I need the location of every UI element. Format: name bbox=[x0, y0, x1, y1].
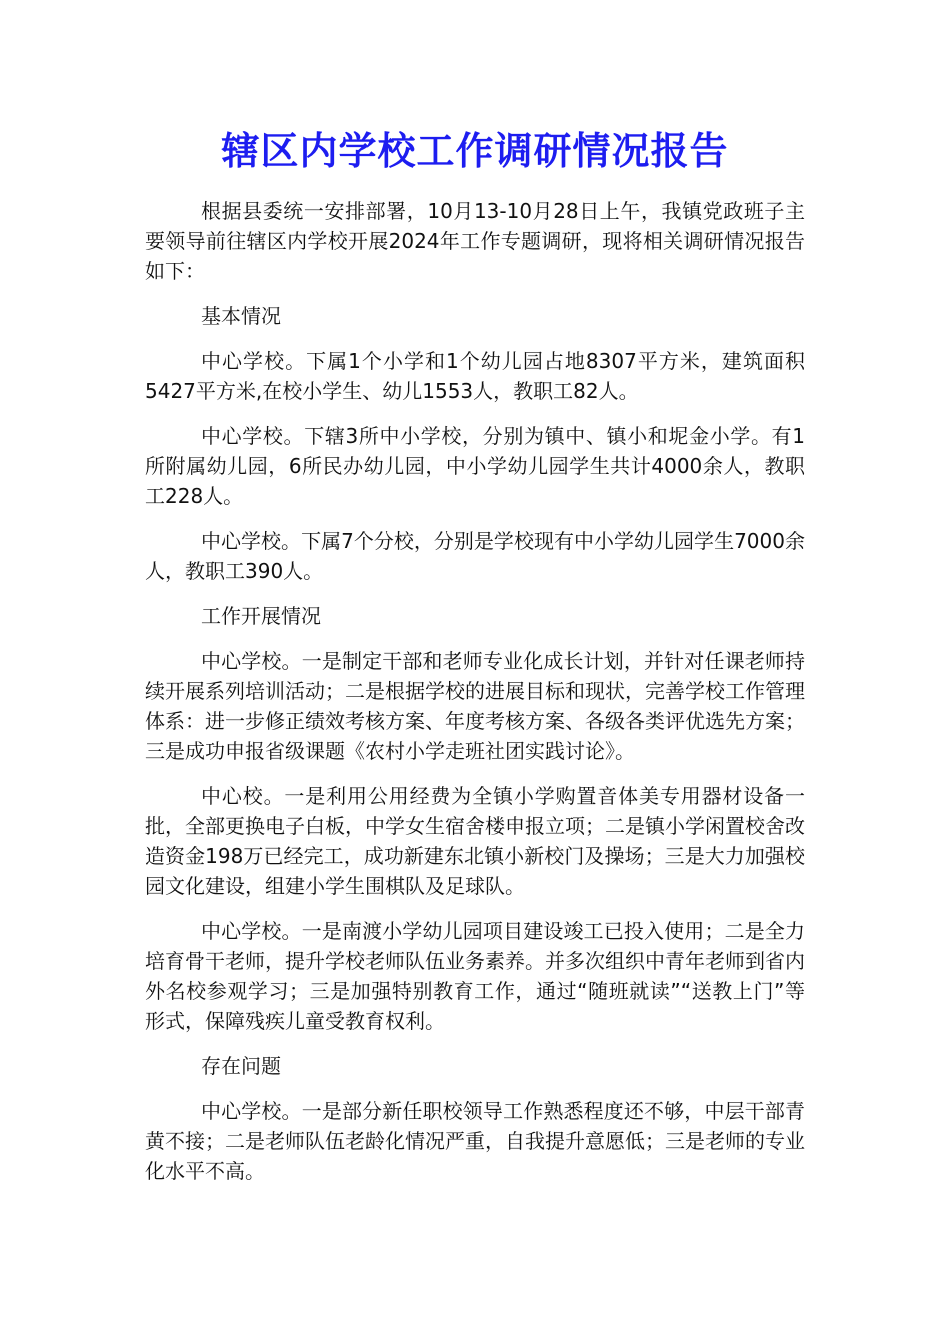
body-paragraph: 中心校。一是利用公用经费为全镇小学购置音体美专用器材设备一批，全部更换电子白板，中学女生宿舍楼申报立项；二是镇小学闲置校舍改造资金198万已经完工，成功新建东北镇小新校门及操场；三是大力加强校园文化建设，组建小学生围棋队及足球队。 bbox=[145, 784, 805, 898]
body-paragraph: 中心学校。一是制定干部和老师专业化成长计划，并针对任课老师持续开展系列培训活动；二是根据学校的进展目标和现状，完善学校工作管理体系：进一步修正绩效考核方案、年度考核方案、各级各类评优选先方案；三是成功申报省级课题《农村小学走班社团实践讨论》。 bbox=[145, 649, 805, 763]
body-paragraph: 中心学校。一是部分新任职校领导工作熟悉程度还不够，中层干部青黄不接；二是老师队伍老龄化情况严重，自我提升意愿低；三是老师的专业化水平不高。 bbox=[145, 1099, 805, 1183]
intro-paragraph: 根据县委统一安排部署，10月13-10月28日上午，我镇党政班子主要领导前往辖区内学校开展2024年工作专题调研，现将相关调研情况报告如下： bbox=[145, 199, 805, 283]
body-paragraph: 中心学校。下属1个小学和1个幼儿园占地8307平方米，建筑面积5427平方米,在校小学生、幼儿1553人，教职工82人。 bbox=[145, 349, 805, 403]
document-title: 辖区内学校工作调研情况报告 bbox=[221, 128, 729, 173]
section-heading: 存在问题 bbox=[201, 1054, 281, 1078]
section-problems bbox=[145, 1051, 805, 1186]
body-paragraph: 中心学校。下属7个分校，分别是学校现有中小学幼儿园学生7000余人，教职工390人。 bbox=[145, 529, 805, 583]
document-page bbox=[145, 120, 805, 1201]
section-basic-info bbox=[145, 301, 805, 586]
section-heading: 工作开展情况 bbox=[201, 604, 321, 628]
section-heading: 基本情况 bbox=[201, 304, 281, 328]
section-work-progress bbox=[145, 601, 805, 1036]
body-paragraph: 中心学校。一是南渡小学幼儿园项目建设竣工已投入使用；二是全力培育骨干老师，提升学校老师队伍业务素养。并多次组织中青年老师到省内外名校参观学习；三是加强特别教育工作，通过“随班就读”“送教上门”等形式，保障残疾儿童受教育权利。 bbox=[145, 919, 805, 1033]
body-paragraph: 中心学校。下辖3所中小学校，分别为镇中、镇小和坭金小学。有1所附属幼儿园，6所民办幼儿园，中小学幼儿园学生共计4000余人，教职工228人。 bbox=[145, 424, 805, 508]
